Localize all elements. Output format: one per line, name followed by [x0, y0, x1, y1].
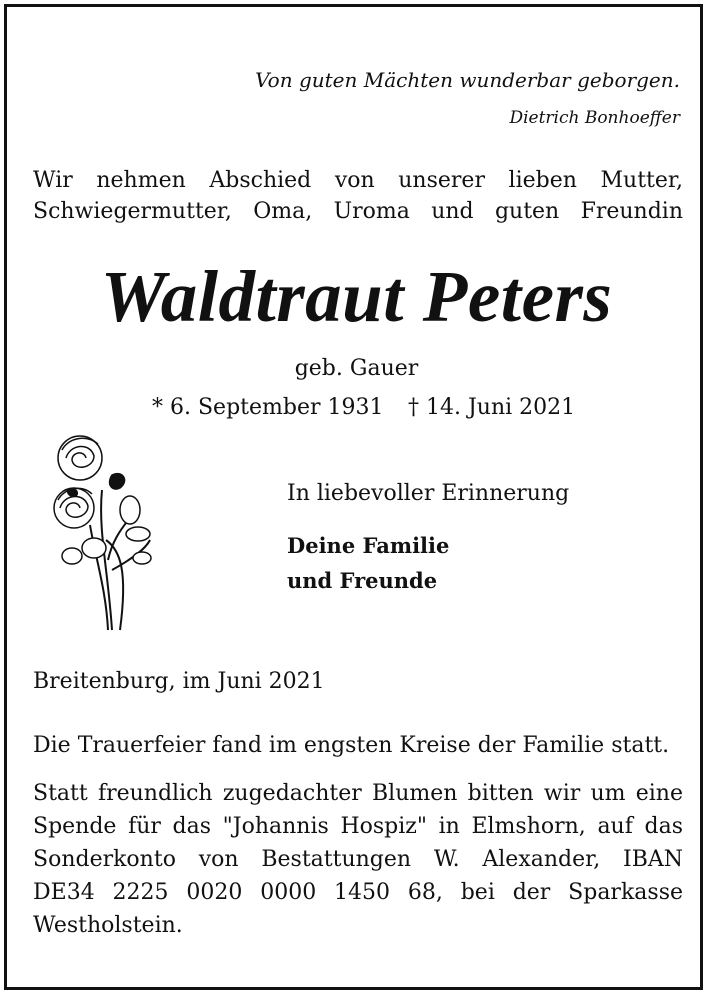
donation-line-5: Westholstein.: [33, 913, 183, 938]
remembrance-line: In liebevoller Erinnerung: [287, 481, 570, 506]
donation-line-4: DE34 2225 0020 0000 1450 68, bei der Sparkasse: [33, 880, 683, 905]
quote-author: Dietrich Bonhoeffer: [509, 108, 680, 128]
mourners-family: Deine Familie: [287, 533, 450, 558]
place-date: Breitenburg, im Juni 2021: [33, 669, 325, 694]
donation-line-2: Spende für das "Johannis Hospiz" in Elmshorn, auf das: [33, 814, 683, 839]
death-date: † 14. Juni 2021: [408, 395, 576, 420]
donation-line-1: Statt freundlich zugedachter Blumen bitten wir um eine: [33, 781, 683, 806]
birth-date: * 6. September 1931: [152, 395, 384, 420]
bonhoeffer-quote: Von guten Mächten wunderbar geborgen.: [255, 68, 680, 92]
intro-line-1: Wir nehmen Abschied von unserer lieben Mutter,: [33, 168, 683, 193]
rose-icon: [50, 430, 160, 635]
donation-line-3: Sonderkonto von Bestattungen W. Alexander, IBAN: [33, 847, 683, 872]
funeral-note: Die Trauerfeier fand im engsten Kreise der Familie statt.: [33, 733, 670, 758]
deceased-name: Waldtraut Peters: [100, 256, 613, 337]
mourners-friends: und Freunde: [287, 568, 438, 593]
intro-line-2: Schwiegermutter, Oma, Uroma und guten Freundin: [33, 199, 683, 224]
birth-name: geb. Gauer: [294, 356, 419, 381]
